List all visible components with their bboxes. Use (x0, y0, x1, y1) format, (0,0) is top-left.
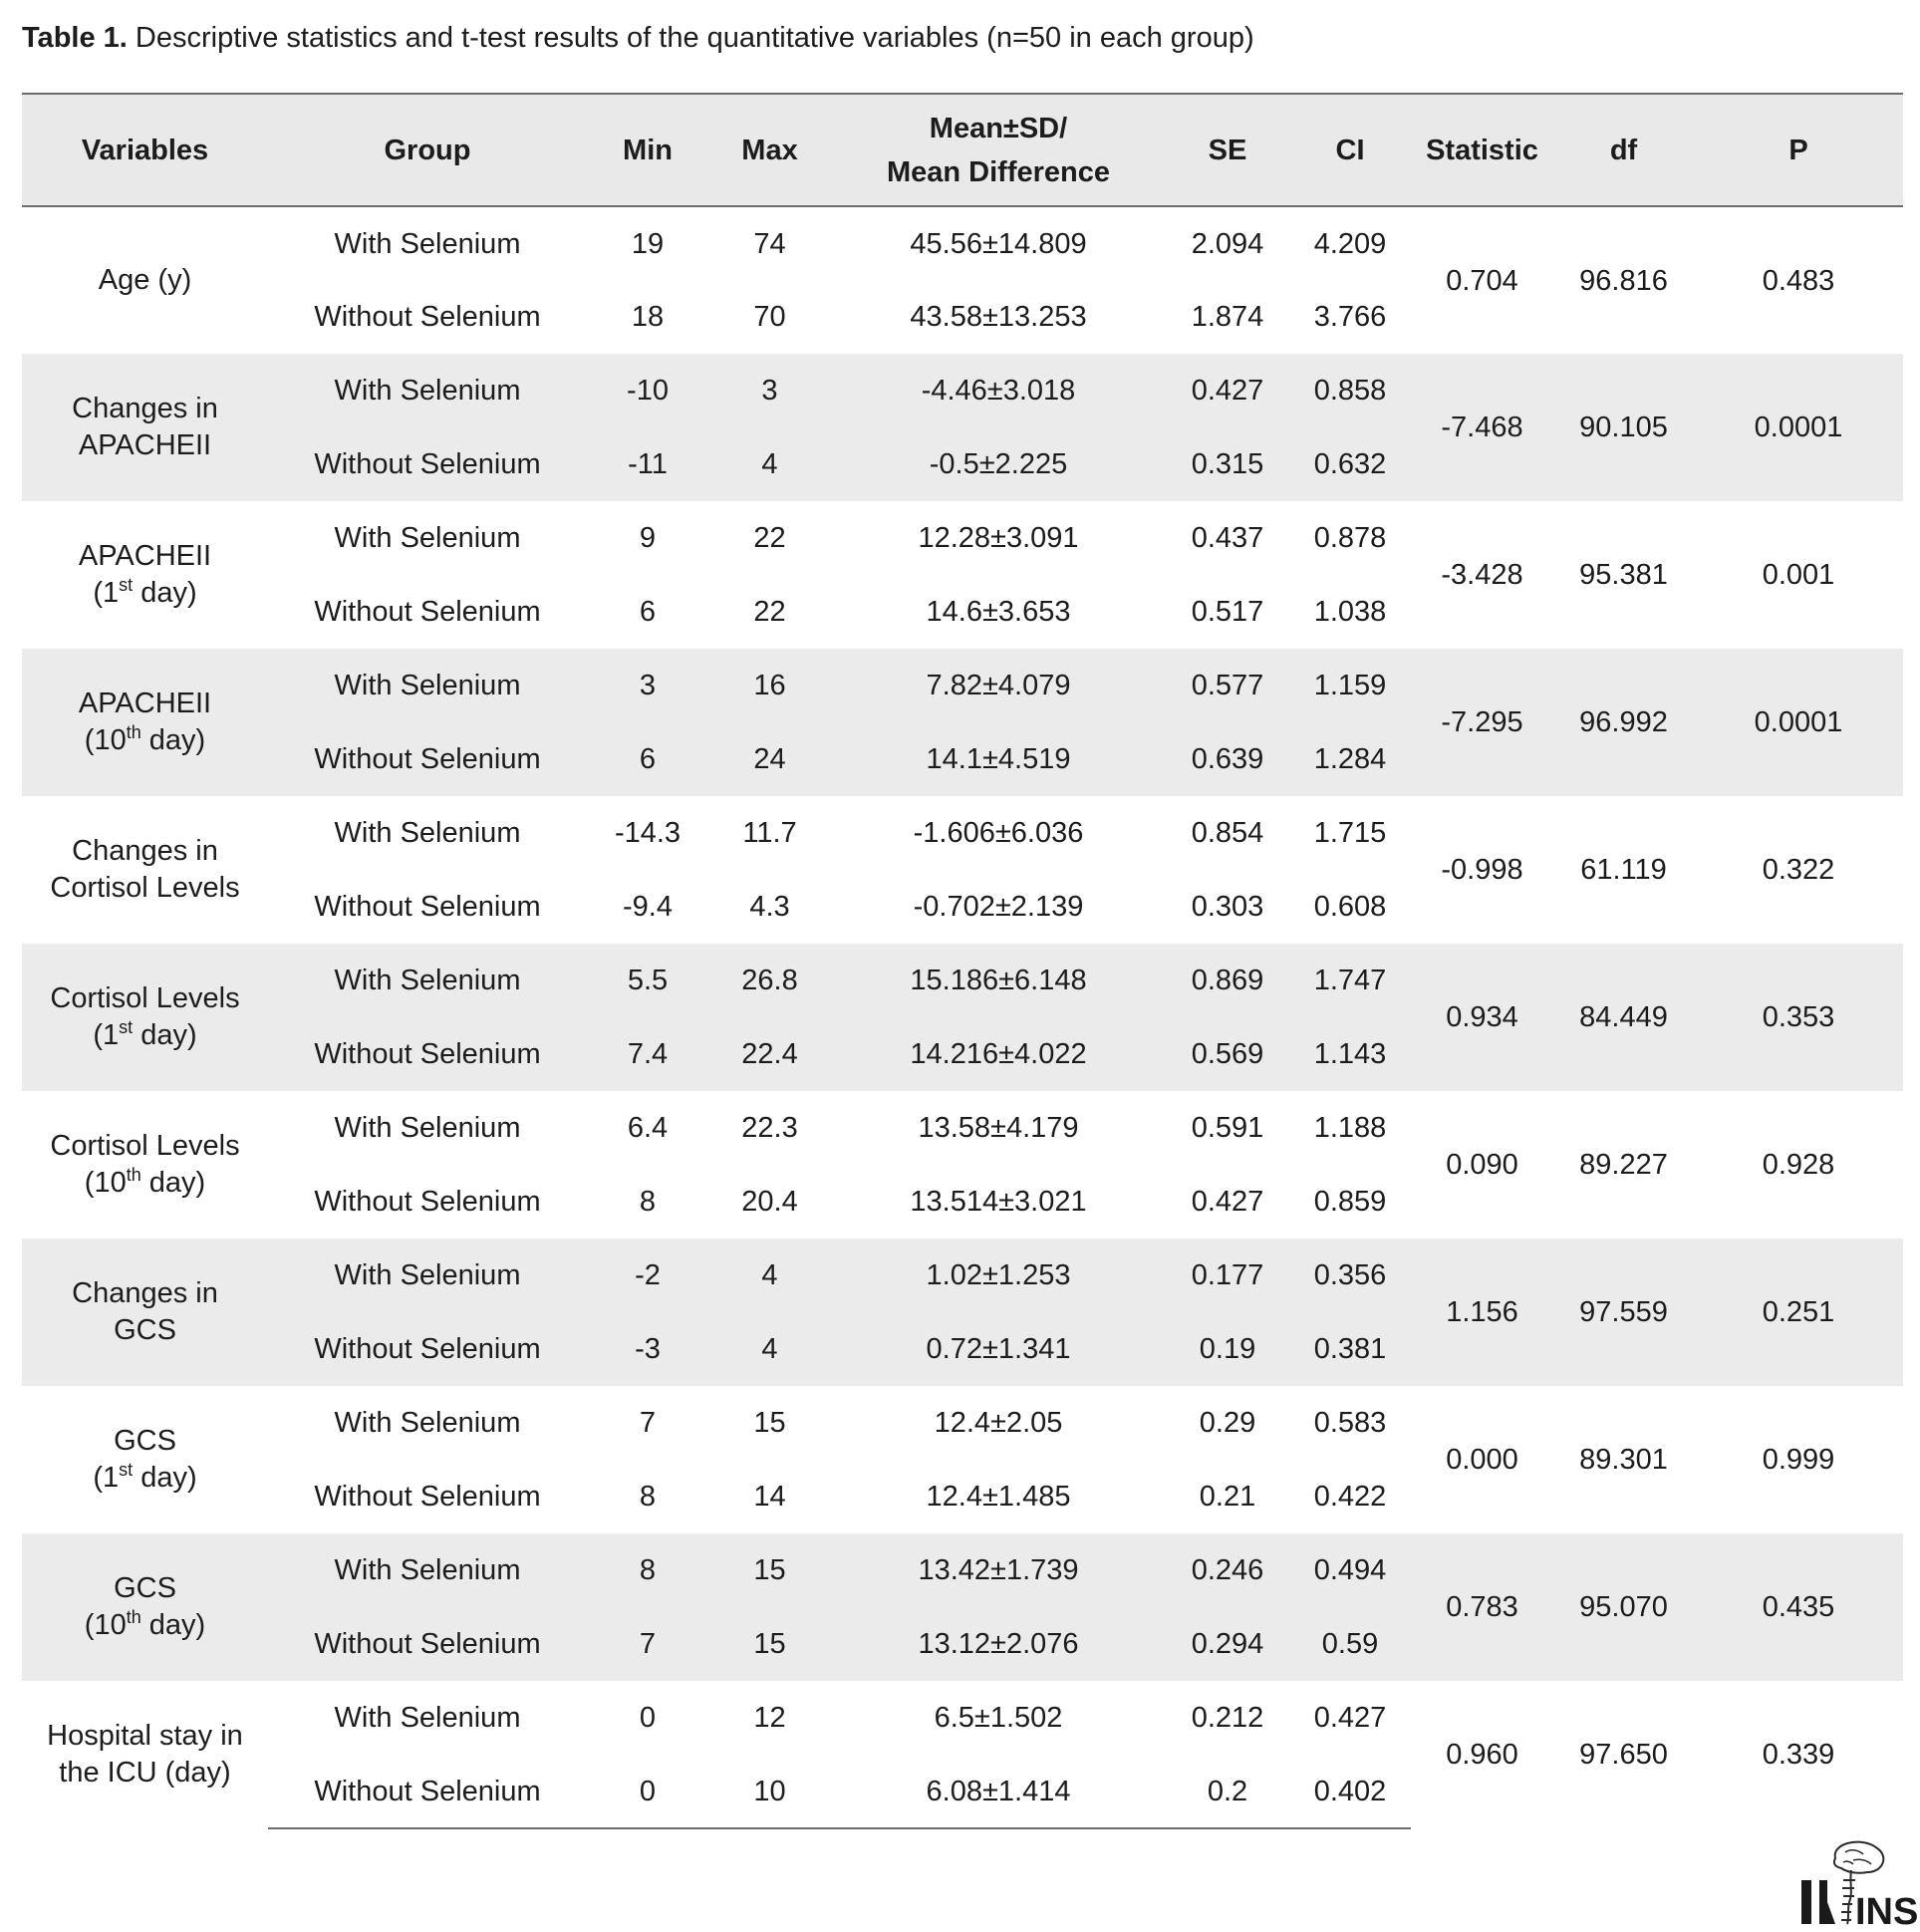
max-cell: 74 (753, 227, 786, 260)
table-row (22, 501, 1903, 575)
ci-cell: 1.715 (1313, 817, 1387, 849)
table-row (22, 1681, 1903, 1755)
group-cell: With Selenium (334, 227, 521, 260)
variable-name-line2-tail: day) (140, 1609, 206, 1641)
p-cell: 0.435 (1694, 1533, 1903, 1681)
mean-cell: 14.216±4.022 (831, 1017, 1166, 1091)
mean-cell: -1.606±6.036 (913, 817, 1084, 849)
se-cell: 0.427 (1166, 354, 1289, 427)
variable-cell (22, 796, 268, 944)
se-cell: 0.869 (1166, 944, 1289, 1017)
se-cell: 0.21 (1199, 1481, 1256, 1513)
variable-cell (22, 206, 268, 354)
mean-cell: 13.12±2.076 (831, 1607, 1166, 1681)
p-cell: 0.0001 (1694, 354, 1903, 501)
mean-cell: 43.58±13.253 (910, 301, 1087, 333)
mean-cell: 12.4±1.485 (926, 1481, 1071, 1513)
max-cell: 15 (708, 1533, 831, 1607)
p-cell: 0.251 (1694, 1239, 1903, 1386)
df-cell: 84.449 (1553, 944, 1694, 1091)
header-mean-line1: Mean±SD/ (929, 112, 1068, 144)
ci-cell: 0.356 (1289, 1239, 1411, 1312)
variable-cell (22, 1091, 268, 1239)
variable-name-line2-text: GCS (114, 1314, 176, 1346)
se-cell: 0.517 (1191, 596, 1264, 628)
group-cell: Without Selenium (268, 1755, 587, 1828)
variable-name-line2 (22, 1165, 268, 1202)
variable-group (22, 206, 1903, 354)
group-cell: With Selenium (268, 944, 587, 1017)
max-cell: 4.3 (749, 891, 790, 923)
table-row (22, 944, 1903, 1017)
ci-cell: 0.422 (1313, 1481, 1387, 1513)
variable-name-line2 (22, 870, 268, 907)
variable-name-line2-tail: day) (133, 1462, 197, 1494)
min-cell: 7 (587, 1607, 708, 1681)
mean-cell: 7.82±4.079 (831, 649, 1166, 722)
header-df: df (1553, 94, 1694, 206)
ci-cell: 1.143 (1289, 1017, 1411, 1091)
variable-name-line2 (22, 1312, 268, 1349)
brain-spine-logo-icon (1793, 1838, 1919, 1932)
header-group: Group (268, 94, 587, 206)
se-cell: 0.569 (1166, 1017, 1289, 1091)
ci-cell: 1.038 (1313, 596, 1387, 628)
statistic-cell: 0.704 (1446, 264, 1518, 297)
table-row (22, 354, 1903, 427)
mean-cell: 12.4±2.05 (934, 1407, 1063, 1439)
min-cell: 8 (639, 1481, 657, 1513)
se-cell: 0.577 (1166, 649, 1289, 722)
table-row (22, 206, 1903, 280)
variable-name-line2-text: (10 (84, 1167, 127, 1199)
group-cell: Without Selenium (314, 596, 541, 628)
variable-group (22, 1533, 1903, 1681)
mean-cell: 14.6±3.653 (926, 596, 1071, 628)
group-cell: Without Selenium (268, 1607, 587, 1681)
variable-group (22, 1091, 1903, 1239)
max-cell: 15 (753, 1407, 786, 1439)
ci-cell: 0.632 (1289, 427, 1411, 501)
variable-name-line2-text: APACHEII (78, 429, 212, 461)
mean-cell: 12.28±3.091 (918, 522, 1079, 554)
variable-cell (22, 1239, 268, 1386)
ci-cell: 0.59 (1289, 1607, 1411, 1681)
group-cell: With Selenium (268, 649, 587, 722)
variable-name-line2 (22, 1607, 268, 1644)
se-cell: 1.874 (1191, 301, 1264, 333)
p-cell: 0.001 (1762, 559, 1835, 591)
df-cell: 89.227 (1579, 1149, 1668, 1181)
ci-cell: 0.583 (1313, 1407, 1387, 1439)
variable-name-line1: Changes in (72, 393, 218, 424)
mean-cell: -0.5±2.225 (831, 427, 1166, 501)
variable-name-line2-tail: day) (133, 1019, 197, 1051)
variable-name-line1: APACHEII (78, 688, 212, 719)
statistics-table (22, 93, 1903, 1829)
df-cell: 61.119 (1580, 854, 1667, 886)
max-cell: 22.3 (741, 1112, 798, 1144)
group-cell: With Selenium (268, 1533, 587, 1607)
min-cell: 5.5 (587, 944, 708, 1017)
variable-group (22, 1239, 1903, 1386)
variable-name-line1: Cortisol Levels (50, 982, 240, 1014)
se-cell: 0.29 (1199, 1407, 1256, 1439)
ordinal-suffix: th (126, 1165, 141, 1185)
min-cell: 7.4 (587, 1017, 708, 1091)
variable-group (22, 796, 1903, 944)
ci-cell: 1.284 (1289, 722, 1411, 796)
mean-cell: -0.702±2.139 (913, 891, 1084, 923)
variable-name-line2-text: the ICU (day) (59, 1757, 231, 1789)
min-cell: 6 (639, 596, 657, 628)
table-row (22, 1386, 1903, 1460)
group-cell: With Selenium (268, 354, 587, 427)
statistic-cell: 1.156 (1411, 1239, 1553, 1386)
max-cell: 15 (708, 1607, 831, 1681)
group-cell: With Selenium (334, 522, 521, 554)
ordinal-suffix: st (119, 1460, 134, 1480)
df-cell: 96.816 (1579, 264, 1668, 297)
max-cell: 14 (753, 1481, 786, 1513)
header-mean-line2: Mean Difference (886, 155, 1110, 188)
ci-cell: 4.209 (1313, 227, 1387, 260)
group-cell: With Selenium (334, 1112, 521, 1144)
df-cell: 96.992 (1553, 649, 1694, 796)
ci-cell: 1.747 (1289, 944, 1411, 1017)
mean-cell: 6.08±1.414 (831, 1755, 1166, 1828)
variable-name-line1: Hospital stay in (47, 1720, 243, 1752)
table-caption (22, 18, 1254, 58)
min-cell: -11 (587, 427, 708, 501)
group-cell: With Selenium (268, 1239, 587, 1312)
variable-name-line2 (22, 575, 268, 612)
header-row (22, 94, 1903, 206)
variable-group (22, 1681, 1903, 1828)
mean-cell: 1.02±1.253 (831, 1239, 1166, 1312)
statistic-cell: 0.960 (1446, 1739, 1518, 1771)
max-cell: 11.7 (742, 817, 797, 849)
se-cell: 0.2 (1166, 1755, 1289, 1828)
statistic-cell: -0.998 (1441, 854, 1523, 886)
header-max: Max (708, 94, 831, 206)
ci-cell: 0.859 (1313, 1186, 1387, 1218)
variable-group (22, 944, 1903, 1091)
statistic-cell: 0.090 (1446, 1149, 1518, 1181)
ci-cell: 1.159 (1289, 649, 1411, 722)
max-cell: 22.4 (708, 1017, 831, 1091)
table-row (22, 796, 1903, 870)
se-cell: 0.303 (1191, 891, 1264, 923)
p-cell: 0.928 (1762, 1149, 1835, 1181)
df-cell: 90.105 (1553, 354, 1694, 501)
min-cell: 0 (587, 1755, 708, 1828)
header-variables: Variables (22, 94, 268, 206)
variable-name-line2 (22, 1755, 268, 1792)
max-cell: 26.8 (708, 944, 831, 1017)
statistic-cell: 0.934 (1411, 944, 1553, 1091)
table-row (22, 1533, 1903, 1607)
max-cell: 20.4 (741, 1186, 798, 1218)
variable-name-line2-tail: day) (140, 724, 206, 756)
min-cell: 19 (631, 227, 665, 260)
mean-cell: 15.186±6.148 (831, 944, 1166, 1017)
table-row (22, 1239, 1903, 1312)
p-cell: 0.322 (1762, 854, 1835, 886)
header-p: P (1694, 94, 1903, 206)
statistic-cell: 0.000 (1446, 1444, 1518, 1476)
max-cell: 4 (708, 1239, 831, 1312)
group-cell: Without Selenium (314, 1481, 541, 1513)
variable-name-line1: APACHEII (78, 540, 212, 572)
se-cell: 0.437 (1191, 522, 1264, 554)
variable-name-line2 (22, 427, 268, 464)
variable-name-line2-text: (10 (84, 724, 127, 756)
se-cell: 0.854 (1191, 817, 1264, 849)
se-cell: 0.591 (1191, 1112, 1264, 1144)
df-cell: 95.070 (1553, 1533, 1694, 1681)
group-cell: With Selenium (334, 1407, 521, 1439)
variable-cell (22, 1533, 268, 1681)
ci-cell: 0.494 (1289, 1533, 1411, 1607)
min-cell: 6.4 (627, 1112, 669, 1144)
ordinal-suffix: th (126, 722, 141, 742)
variable-name-line2-text: (1 (93, 1462, 120, 1494)
group-cell: Without Selenium (268, 427, 587, 501)
se-cell: 2.094 (1191, 227, 1264, 260)
header-se: SE (1166, 94, 1289, 206)
p-cell: 0.339 (1762, 1739, 1835, 1771)
variable-name-line2 (22, 1017, 268, 1054)
group-cell: With Selenium (334, 1702, 521, 1734)
min-cell: -9.4 (623, 891, 673, 923)
ci-cell: 3.766 (1313, 301, 1387, 333)
se-cell: 0.294 (1166, 1607, 1289, 1681)
mean-cell: 13.514±3.021 (910, 1186, 1087, 1218)
group-cell: Without Selenium (314, 301, 541, 333)
header-statistic: Statistic (1411, 94, 1553, 206)
min-cell: -3 (587, 1312, 708, 1386)
mean-cell: -4.46±3.018 (831, 354, 1166, 427)
se-cell: 0.212 (1191, 1702, 1264, 1734)
table-header (22, 94, 1903, 206)
ci-cell: 0.608 (1313, 891, 1387, 923)
variable-name-line1: Changes in (72, 1277, 218, 1309)
variable-cell (22, 354, 268, 501)
variable-name-line2-text: (1 (93, 577, 120, 609)
table-caption-text: Descriptive statistics and t-test results of the quantitative variables (n=50 in each group) (135, 22, 1254, 54)
p-cell: 0.353 (1694, 944, 1903, 1091)
variable-name-line2-tail: day) (133, 577, 197, 609)
mean-cell: 0.72±1.341 (831, 1312, 1166, 1386)
variable-group (22, 649, 1903, 796)
statistic-cell: -7.295 (1411, 649, 1553, 796)
max-cell: 16 (708, 649, 831, 722)
variable-cell (22, 944, 268, 1091)
variable-cell (22, 649, 268, 796)
max-cell: 3 (708, 354, 831, 427)
variable-name-line2-text: Cortisol Levels (50, 872, 240, 904)
variable-cell (22, 1681, 268, 1828)
variable-name-line1: GCS (114, 1425, 176, 1457)
logo-text: INS (1855, 1891, 1919, 1932)
group-cell: Without Selenium (314, 1186, 541, 1218)
journal-logo (1793, 1838, 1919, 1932)
se-cell: 0.19 (1166, 1312, 1289, 1386)
max-cell: 12 (753, 1702, 786, 1734)
variable-cell (22, 1386, 268, 1533)
table-row (22, 649, 1903, 722)
group-cell: Without Selenium (268, 722, 587, 796)
df-cell: 89.301 (1579, 1444, 1668, 1476)
statistic-cell: -7.468 (1411, 354, 1553, 501)
min-cell: 8 (587, 1533, 708, 1607)
ordinal-suffix: st (119, 575, 134, 595)
ci-cell: 0.858 (1289, 354, 1411, 427)
statistic-cell: 0.783 (1411, 1533, 1553, 1681)
ci-cell: 0.427 (1313, 1702, 1387, 1734)
variable-group (22, 1386, 1903, 1533)
variable-name-line1: Age (y) (98, 264, 192, 296)
min-cell: 8 (639, 1186, 657, 1218)
min-cell: 3 (587, 649, 708, 722)
mean-cell: 13.58±4.179 (918, 1112, 1079, 1144)
mean-cell: 14.1±4.519 (831, 722, 1166, 796)
min-cell: 0 (639, 1702, 657, 1734)
df-cell: 97.559 (1553, 1239, 1694, 1386)
se-cell: 0.177 (1166, 1239, 1289, 1312)
max-cell: 4 (708, 427, 831, 501)
statistic-cell: -3.428 (1441, 559, 1523, 591)
se-cell: 0.639 (1166, 722, 1289, 796)
variable-cell (22, 501, 268, 649)
group-cell: Without Selenium (268, 1312, 587, 1386)
ci-cell: 0.878 (1313, 522, 1387, 554)
mean-cell: 6.5±1.502 (934, 1702, 1063, 1734)
min-cell: -10 (587, 354, 708, 427)
group-cell: With Selenium (334, 817, 521, 849)
table-caption-label: Table 1. (22, 22, 128, 54)
min-cell: -14.3 (614, 817, 682, 849)
ordinal-suffix: st (119, 1017, 134, 1037)
max-cell: 22 (753, 596, 786, 628)
max-cell: 24 (708, 722, 831, 796)
header-mean (831, 94, 1166, 206)
df-cell: 97.650 (1579, 1739, 1668, 1771)
p-cell: 0.0001 (1694, 649, 1903, 796)
min-cell: 6 (587, 722, 708, 796)
min-cell: 7 (639, 1407, 657, 1439)
group-cell: Without Selenium (314, 891, 541, 923)
variable-name-line2-text: (10 (84, 1609, 127, 1641)
variable-group (22, 354, 1903, 501)
p-cell: 0.999 (1762, 1444, 1835, 1476)
ordinal-suffix: th (126, 1607, 141, 1627)
variable-group (22, 501, 1903, 649)
p-cell: 0.483 (1762, 264, 1835, 297)
min-cell: 18 (631, 301, 665, 333)
se-cell: 0.246 (1166, 1533, 1289, 1607)
variable-name-line1: GCS (114, 1572, 176, 1604)
df-cell: 95.381 (1579, 559, 1668, 591)
ci-cell: 0.402 (1289, 1755, 1411, 1828)
min-cell: -2 (587, 1239, 708, 1312)
ci-cell: 0.381 (1289, 1312, 1411, 1386)
max-cell: 10 (708, 1755, 831, 1828)
se-cell: 0.315 (1166, 427, 1289, 501)
variable-name-line2 (22, 722, 268, 759)
variable-name-line1: Cortisol Levels (50, 1130, 240, 1162)
variable-name-line2-text: (1 (93, 1019, 120, 1051)
max-cell: 70 (753, 301, 786, 333)
table-row (22, 1091, 1903, 1165)
header-min: Min (587, 94, 708, 206)
variable-name-line2-tail: day) (140, 1167, 206, 1199)
variable-name-line1: Changes in (72, 835, 218, 867)
variable-name-line2 (22, 1460, 268, 1497)
se-cell: 0.427 (1191, 1186, 1264, 1218)
ci-cell: 1.188 (1313, 1112, 1387, 1144)
mean-cell: 13.42±1.739 (831, 1533, 1166, 1607)
max-cell: 4 (708, 1312, 831, 1386)
mean-cell: 45.56±14.809 (910, 227, 1087, 260)
group-cell: Without Selenium (268, 1017, 587, 1091)
header-ci: CI (1289, 94, 1411, 206)
min-cell: 9 (639, 522, 657, 554)
max-cell: 22 (753, 522, 786, 554)
